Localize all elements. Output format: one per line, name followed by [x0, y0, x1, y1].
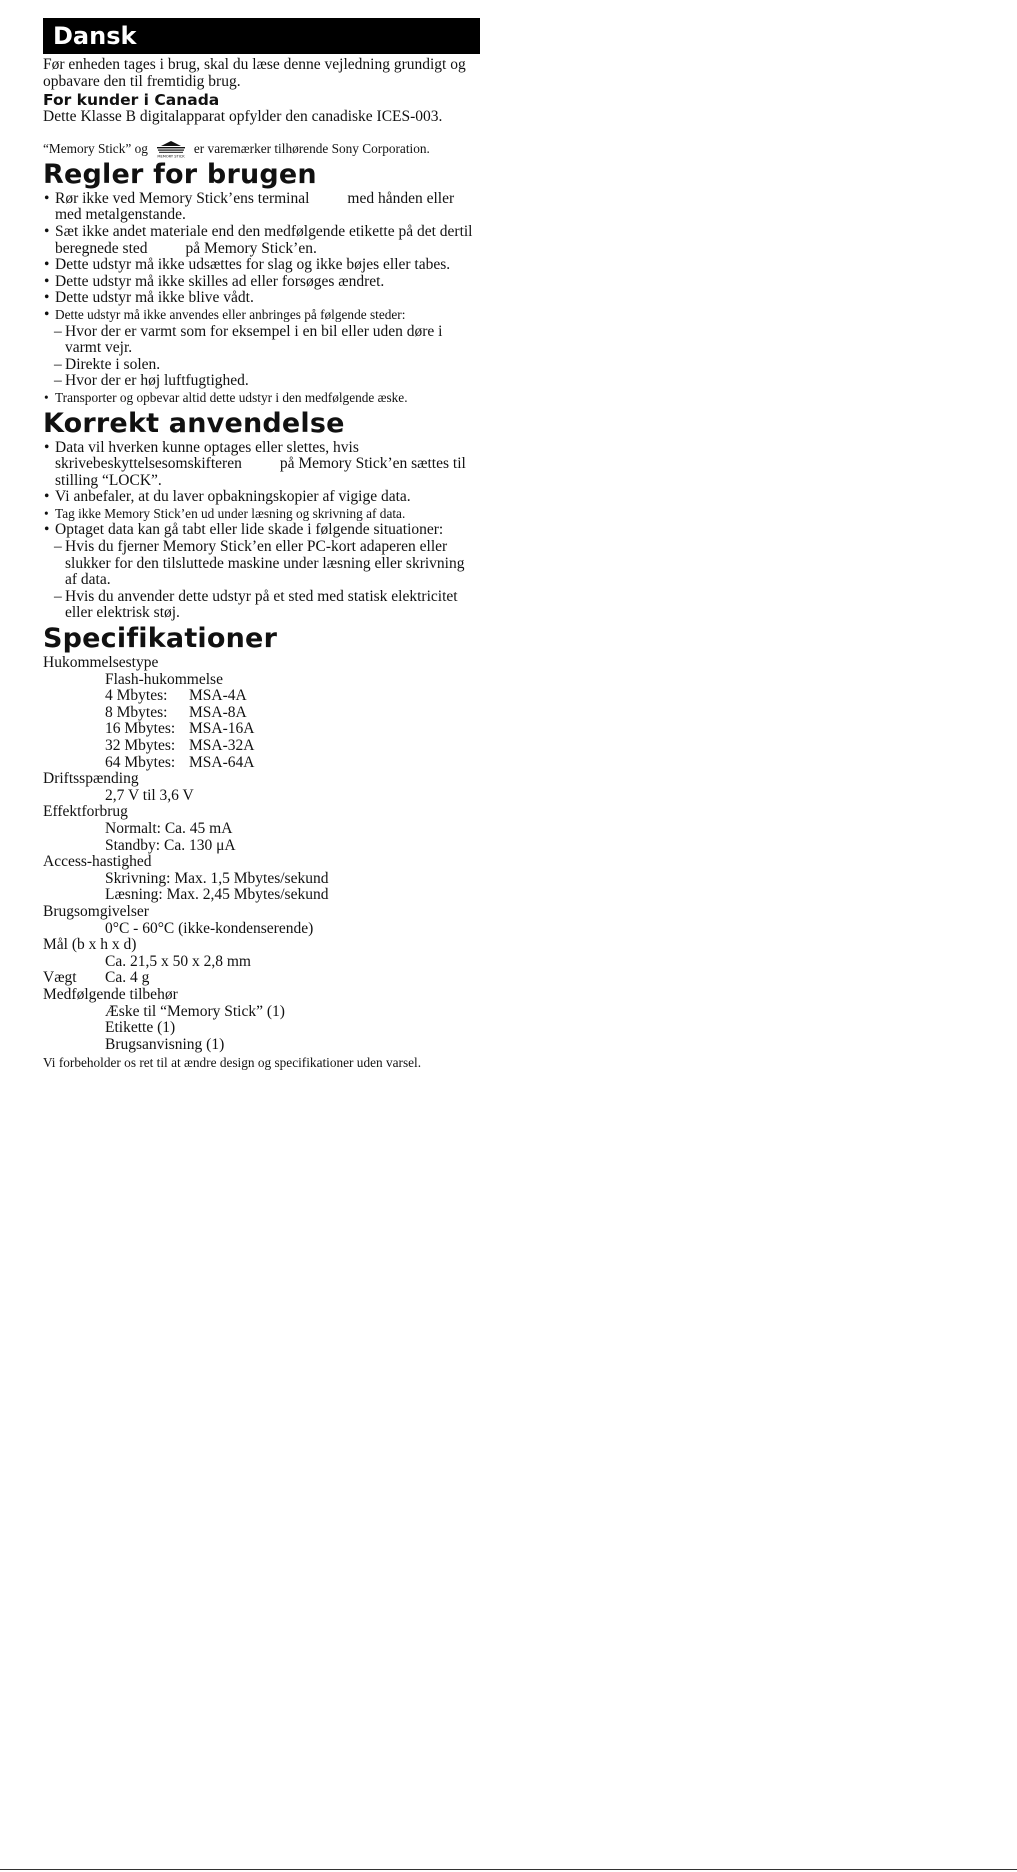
places-sublist	[54, 324, 480, 390]
places-item-hot: – Hvor der er varmt som for eksempel i en bil eller uden døre i varmt vejr.	[54, 324, 480, 357]
spec-env-label: Brugsomgivelser	[43, 902, 149, 920]
places-item-humid: – Hvor der er høj luftfugtighed.	[54, 373, 480, 390]
spec-acc-manual: Brugsanvisning (1)	[105, 1035, 225, 1053]
logo-text: MEMORY STICK	[157, 154, 185, 158]
rules-item-transport: • Transporter og opbevar altid dette udstyr i den medfølgende æske.	[43, 390, 480, 407]
rules-list	[43, 191, 480, 407]
spec-acc-label-sticker: Etikette (1)	[105, 1019, 176, 1037]
correct-heading: Korrekt anvendelse	[43, 407, 345, 439]
spec-notice: Vi forbeholder os ret til at ændre design og specifikationer uden varsel.	[43, 1055, 422, 1071]
spec-power-normal: Normalt: Ca. 45 mA	[105, 819, 233, 837]
correct-item-lock: • Data vil hverken kunne optages eller slettes, hvis skrivebeskyttelsesomskifteren på Memory Stick’en sættes til stilling “LOCK”.	[43, 440, 480, 490]
rules-item-wet: • Dette udstyr må ikke blive vådt.	[43, 290, 480, 307]
spec-dim: Ca. 21,5 x 50 x 2,8 mm	[105, 952, 251, 970]
spec-env: 0°C - 60°C (ikke-kondenserende)	[105, 919, 314, 937]
canada-heading: For kunder i Canada	[43, 91, 220, 110]
language-banner: Dansk	[43, 18, 480, 54]
spec-access-label: Access-hastighed	[43, 853, 152, 871]
document-column	[43, 18, 480, 1072]
spec-voltage-label: Driftsspænding	[43, 770, 139, 788]
spec-flash: Flash-hukommelse	[105, 670, 223, 688]
loss-item-static: – Hvis du anvender dette udstyr på et sted med statisk elektricitet eller elektrisk støj.	[54, 589, 480, 622]
spec-model-row: 4 Mbytes: MSA-4A	[105, 687, 247, 705]
spec-voltage: 2,7 V til 3,6 V	[105, 786, 194, 804]
correct-item-loss: • Optaget data kan gå tabt eller lide skade i følgende situationer: – Hvis du fjerner Memory Stick’en eller PC-kort adaperen eller slukker for den tilsluttede maskine under læsning eller skrivning af data. – Hvis du anvender dette udstyr på et sted med statisk elektricitet eller elektrisk støj.	[43, 522, 480, 622]
trademark-before: “Memory Stick” og	[43, 141, 148, 157]
spec-model-row: 16 Mbytes: MSA-16A	[105, 720, 255, 738]
correct-list	[43, 440, 480, 623]
spec-weight-row	[43, 970, 480, 987]
memory-stick-logo-icon	[151, 140, 191, 158]
spec-model-row: 32 Mbytes: MSA-32A	[105, 737, 255, 754]
rules-heading: Regler for brugen	[43, 158, 317, 190]
loss-item-remove: – Hvis du fjerner Memory Stick’en eller PC-kort adaperen eller slukker for den tilsluttede maskine under læsning eller skrivning af data.	[54, 539, 480, 589]
rules-item-terminal: • Rør ikke ved Memory Stick’ens terminal med hånden eller med metalgenstande.	[43, 191, 480, 224]
canada-text: Dette Klasse B digitalapparat opfylder den canadiske ICES-003.	[43, 108, 443, 126]
spec-acc-label: Medfølgende tilbehør	[43, 985, 178, 1003]
spec-model-row: 64 Mbytes: MSA-64A	[105, 753, 255, 771]
rules-item-shock: • Dette udstyr må ikke udsættes for slag og ikke bøjes eller tabes.	[43, 257, 480, 274]
trademark-line	[43, 140, 480, 158]
spec-memory-type-label: Hukommelsestype	[43, 654, 159, 672]
spec-power-label: Effektforbrug	[43, 803, 128, 821]
intro-text: Før enheden tages i brug, skal du læse denne vejledning grundigt og opbavare den til fremtidig brug.	[43, 56, 466, 90]
trademark-after: er varemærker tilhørende Sony Corporation.	[193, 141, 430, 157]
specs-heading: Specifikationer	[43, 623, 278, 655]
correct-item-remove: • Tag ikke Memory Stick’en ud under læsning og skrivning af data.	[43, 506, 480, 523]
rules-item-label: • Sæt ikke andet materiale end den medfølgende etikette på det dertil beregnede sted på Memory Stick’en.	[43, 224, 480, 257]
correct-item-backup: • Vi anbefaler, at du laver opbakningskopier af vigige data.	[43, 489, 480, 506]
spec-power-standby: Standby: Ca. 130 μA	[105, 836, 236, 854]
spec-weight: Ca. 4 g	[105, 969, 150, 987]
spec-models	[43, 688, 480, 771]
spec-weight-label: Vægt	[43, 969, 77, 987]
spec-acc-box: Æske til “Memory Stick” (1)	[105, 1002, 285, 1020]
page-bottom-rule	[0, 1869, 1017, 1870]
places-item-sun: – Direkte i solen.	[54, 357, 480, 374]
spec-access-write: Skrivning: Max. 1,5 Mbytes/sekund	[105, 869, 329, 887]
spec-access-read: Læsning: Max. 2,45 Mbytes/sekund	[105, 886, 329, 904]
rules-item-disassemble: • Dette udstyr må ikke skilles ad eller forsøges ændret.	[43, 274, 480, 291]
spec-dim-label: Mål (b x h x d)	[43, 936, 137, 954]
rules-item-places: • Dette udstyr må ikke anvendes eller anbringes på følgende steder: – Hvor der er varmt som for eksempel i en bil eller uden døre i varmt vejr. – Direkte i solen. – Hvor der er høj luftfugtighed.	[43, 307, 480, 390]
spec-model-row: 8 Mbytes: MSA-8A	[105, 703, 247, 721]
loss-sublist	[54, 539, 480, 622]
